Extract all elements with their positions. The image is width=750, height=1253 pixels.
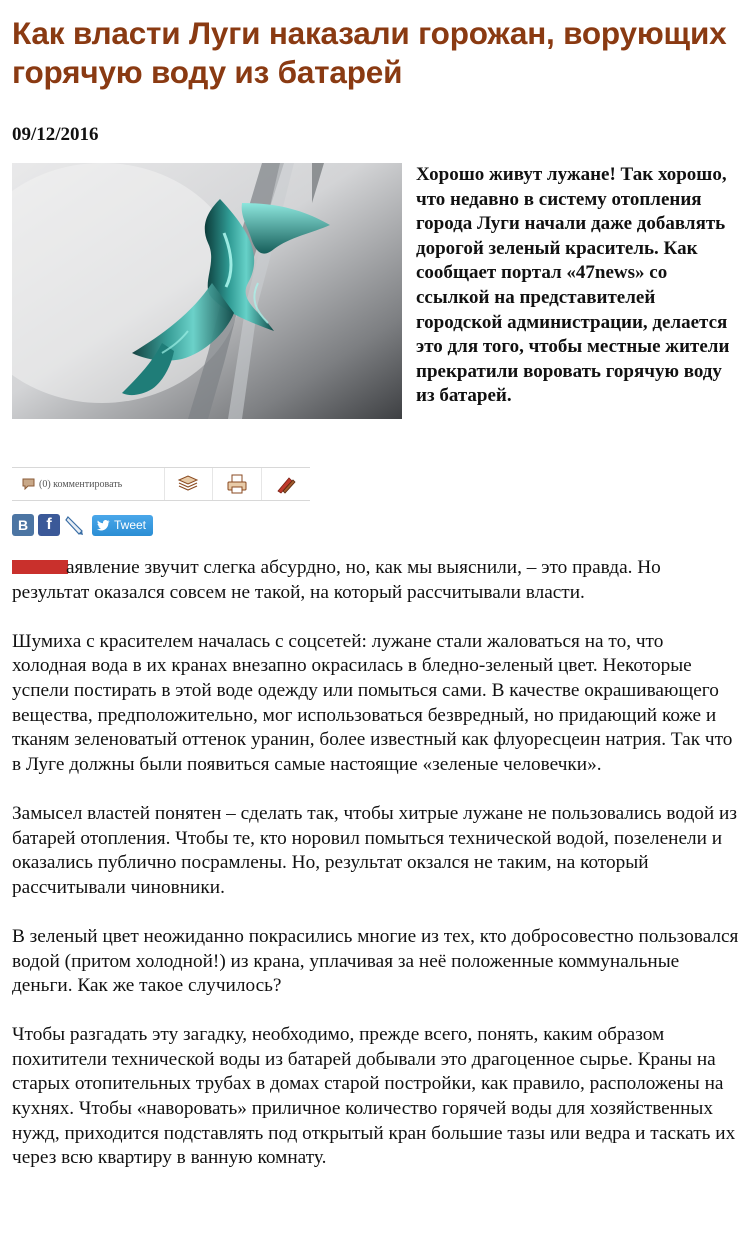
livejournal-icon — [64, 514, 86, 536]
lead-image — [12, 163, 402, 419]
print-button[interactable] — [212, 468, 261, 500]
body-paragraph: В зеленый цвет неожиданно покрасились многие из тех, кто добросовестно пользовался водой (притом холодной!) из крана, уплачивая за неё положенные коммунальные деньги. Как же такое случилось? — [12, 925, 739, 997]
tweet-label: Tweet — [114, 518, 147, 532]
body-paragraph — [12, 556, 740, 605]
edit-icon — [275, 474, 297, 494]
body-paragraph-text: аявление звучит слегка абсурдно, но, как мы выяснили, – это правда. Но результат оказался совсем не такой, на который рассчитывали власти. — [12, 557, 661, 603]
livejournal-share-button[interactable] — [64, 514, 86, 536]
share-row — [12, 514, 740, 536]
article-body — [12, 556, 740, 1171]
lead-section — [12, 163, 740, 427]
lead-paragraph: Хорошо живут лужане! Так хорошо, что недавно в систему отопления города Луги начали даже добавлять дорогой зеленый краситель. Как сообщает портал «47news» со ссылкой на представителей городской администрации, делается это для того, чтобы местные жители прекратили воровать горячую воду из батарей. — [416, 164, 730, 407]
edit-button[interactable] — [261, 468, 310, 500]
comment-link-label: (0) комментировать — [39, 478, 123, 490]
comment-link[interactable] — [12, 478, 164, 490]
facebook-share-button[interactable]: f — [38, 514, 60, 536]
body-paragraph: Шумиха с красителем началась с соцсетей: лужане стали жаловаться на то, что холодная вода в их кранах внезапно окрасилась в бледно-зеленый цвет. Некоторые успели постирать в этой воде одежду или помыться сами. В качестве окрашивающего вещества, предположительно, мог использоваться безвредный, но придающий коже и тканям зеленоватый оттенок уранин, более известный как флуоресцеин натрия. Так что в Луге должны были появиться самые настоящие «зеленые человечки». — [12, 630, 733, 775]
body-paragraph: Чтобы разгадать эту загадку, необходимо, прежде всего, понять, каким образом похитители технической воды из батарей добывали это драгоценное сырье. Краны на старых отопительных трубах в домах старой постройки, как правило, расположены на кухнях. Чтобы «наворовать» приличное количество горячей воды для хозяйственных нужд, приходится подставлять под открытый кран большие тазы или ведра и таскать их через всю квартиру в ванную комнату. — [12, 1024, 736, 1169]
tweet-button[interactable] — [92, 515, 153, 536]
bookmark-button[interactable] — [164, 468, 213, 500]
article-page — [12, 0, 740, 1195]
body-paragraph: Замысел властей понятен – сделать так, чтобы хитрые лужане не пользовались водой из батарей отопления. Чтобы те, кто норовил помыться технической водой, позеленели и оказались публично посрамлены. Но, результат окзался не таким, на который рассчитывали чиновники. — [12, 802, 737, 898]
article-toolbar — [12, 467, 310, 501]
article-title: Как власти Луги наказали горожан, ворующих горячую воду из батарей — [12, 15, 727, 90]
redaction-mark — [12, 560, 68, 574]
print-icon — [227, 474, 247, 494]
twitter-bird-icon — [97, 520, 110, 531]
article-date: 09/12/2016 — [12, 124, 99, 145]
comment-icon — [22, 478, 35, 490]
vk-share-button[interactable]: B — [12, 514, 34, 536]
bookmark-icon — [177, 474, 199, 494]
